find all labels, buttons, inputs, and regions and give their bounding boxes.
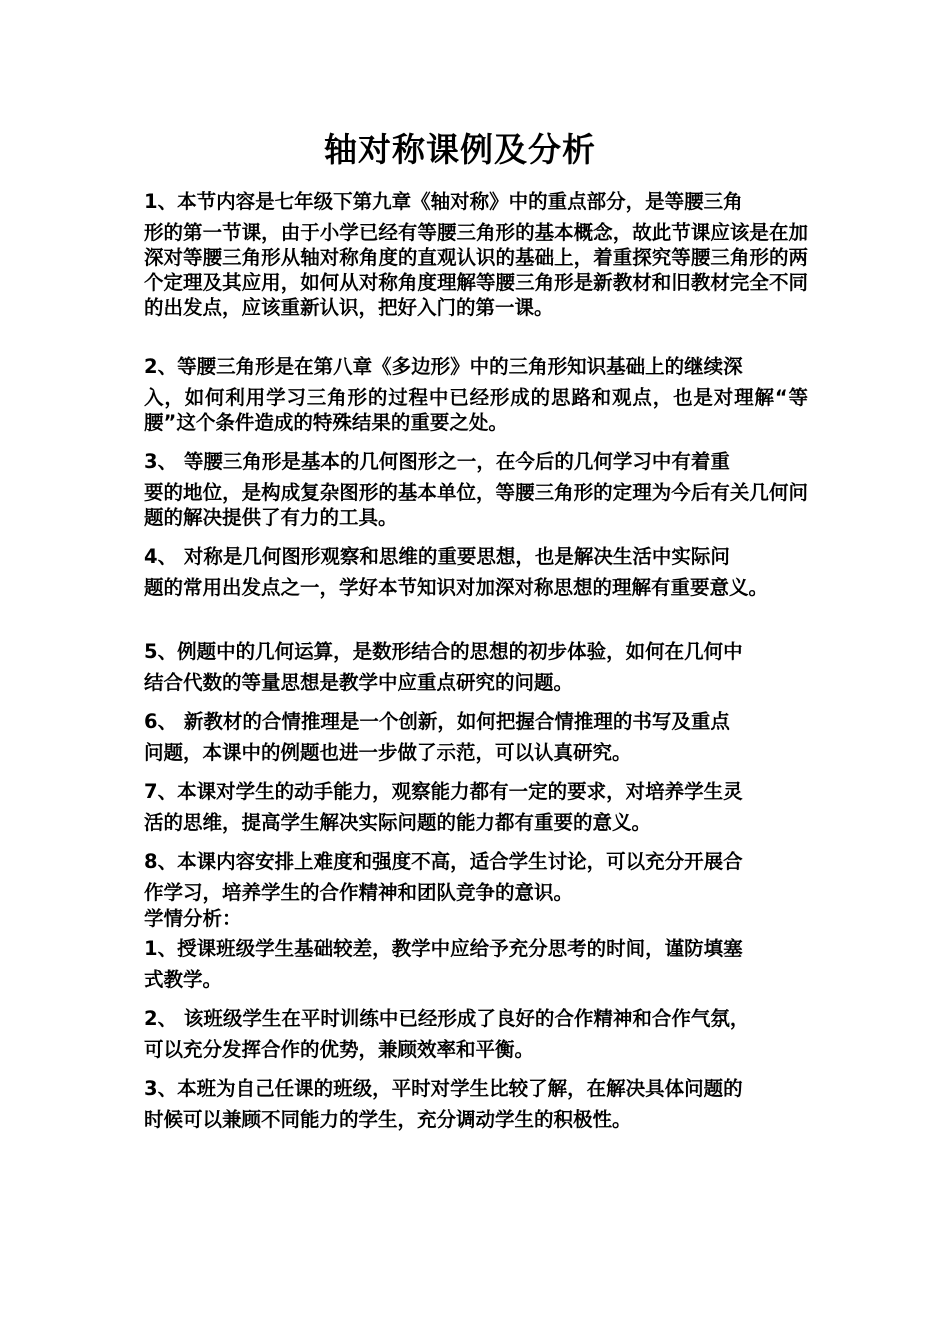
- paragraph-3-text: 要的地位，是构成复杂图形的基本单位，等腰三角形的定理为今后有关几何问题的解决提供了有力的工具。: [144, 481, 808, 529]
- student-paragraph-1-text: 式教学。: [144, 968, 223, 991]
- paragraph-3: [144, 444, 808, 539]
- paragraph-3-first-line: 3、 等腰三角形是基本的几何图形之一，在今后的几何学习中有着重: [144, 450, 730, 473]
- student-paragraph-3-text: 时候可以兼顾不同能力的学生，充分调动学生的积极性。: [144, 1108, 632, 1131]
- paragraph-5-first-line: 5、例题中的几何运算，是数形结合的思想的初步体验，如何在几何中: [144, 640, 743, 663]
- paragraph-6-first-line: 6、 新教材的合情推理是一个创新，如何把握合情推理的书写及重点: [144, 710, 730, 733]
- paragraph-2-first-line: 2、等腰三角形是在第八章《多边形》中的三角形知识基础上的继续深: [144, 355, 743, 378]
- paragraph-7-first-line: 7、本课对学生的动手能力，观察能力都有一定的要求，对培养学生灵: [144, 780, 743, 803]
- paragraph-4: [144, 539, 808, 634]
- paragraph-2: [144, 349, 808, 444]
- student-paragraph-3: [144, 1071, 808, 1141]
- student-paragraph-1-first-line: 1、授课班级学生基础较差，教学中应给予充分思考的时间，谨防填塞: [144, 937, 743, 960]
- paragraph-2-text: 入，如何利用学习三角形的过程中已经形成的思路和观点，也是对理解“等腰”这个条件造成的特殊结果的重要之处。: [144, 386, 808, 434]
- paragraph-1-text: 形的第一节课，由于小学已经有等腰三角形的基本概念，故此节课应该是在加深对等腰三角形从轴对称角度的直观认识的基础上，着重探究等腰三角形的两个定理及其应用，如何从对称角度理解等腰三角形是新教材和旧教材完全不同的出发点，应该重新认识，把好入门的第一课。: [144, 221, 808, 319]
- paragraph-8: [144, 844, 808, 906]
- section-heading: 学情分析：: [144, 907, 242, 930]
- paragraph-1-first-line: 1、本节内容是七年级下第九章《轴对称》中的重点部分，是等腰三角: [144, 190, 743, 213]
- page-title: 轴对称课例及分析: [324, 130, 596, 169]
- paragraph-8-first-line: 8、本课内容安排上难度和强度不高，适合学生讨论，可以充分开展合: [144, 850, 743, 873]
- paragraph-8-text: 作学习，培养学生的合作精神和团队竞争的意识。: [144, 881, 574, 904]
- student-paragraph-2-text: 可以充分发挥合作的优势，兼顾效率和平衡。: [144, 1038, 535, 1061]
- paragraph-1: [144, 184, 808, 349]
- paragraph-6-text: 问题，本课中的例题也进一步做了示范，可以认真研究。: [144, 741, 632, 764]
- student-paragraph-3-first-line: 3、本班为自己任课的班级，平时对学生比较了解，在解决具体问题的: [144, 1077, 743, 1100]
- paragraph-6: [144, 704, 808, 774]
- paragraph-7: [144, 774, 808, 844]
- student-paragraph-2: [144, 1001, 808, 1071]
- student-paragraph-1: [144, 931, 808, 1001]
- student-paragraph-2-first-line: 2、 该班级学生在平时训练中已经形成了良好的合作精神和合作气氛，: [144, 1007, 750, 1030]
- paragraph-7-text: 活的思维，提高学生解决实际问题的能力都有重要的意义。: [144, 811, 652, 834]
- paragraph-5-text: 结合代数的等量思想是教学中应重点研究的问题。: [144, 671, 574, 694]
- paragraph-5: [144, 634, 808, 704]
- paragraph-4-text: 题的常用出发点之一，学好本节知识对加深对称思想的理解有重要意义。: [144, 576, 769, 599]
- document-body: [144, 184, 808, 1141]
- paragraph-4-first-line: 4、 对称是几何图形观察和思维的重要思想，也是解决生活中实际问: [144, 545, 730, 568]
